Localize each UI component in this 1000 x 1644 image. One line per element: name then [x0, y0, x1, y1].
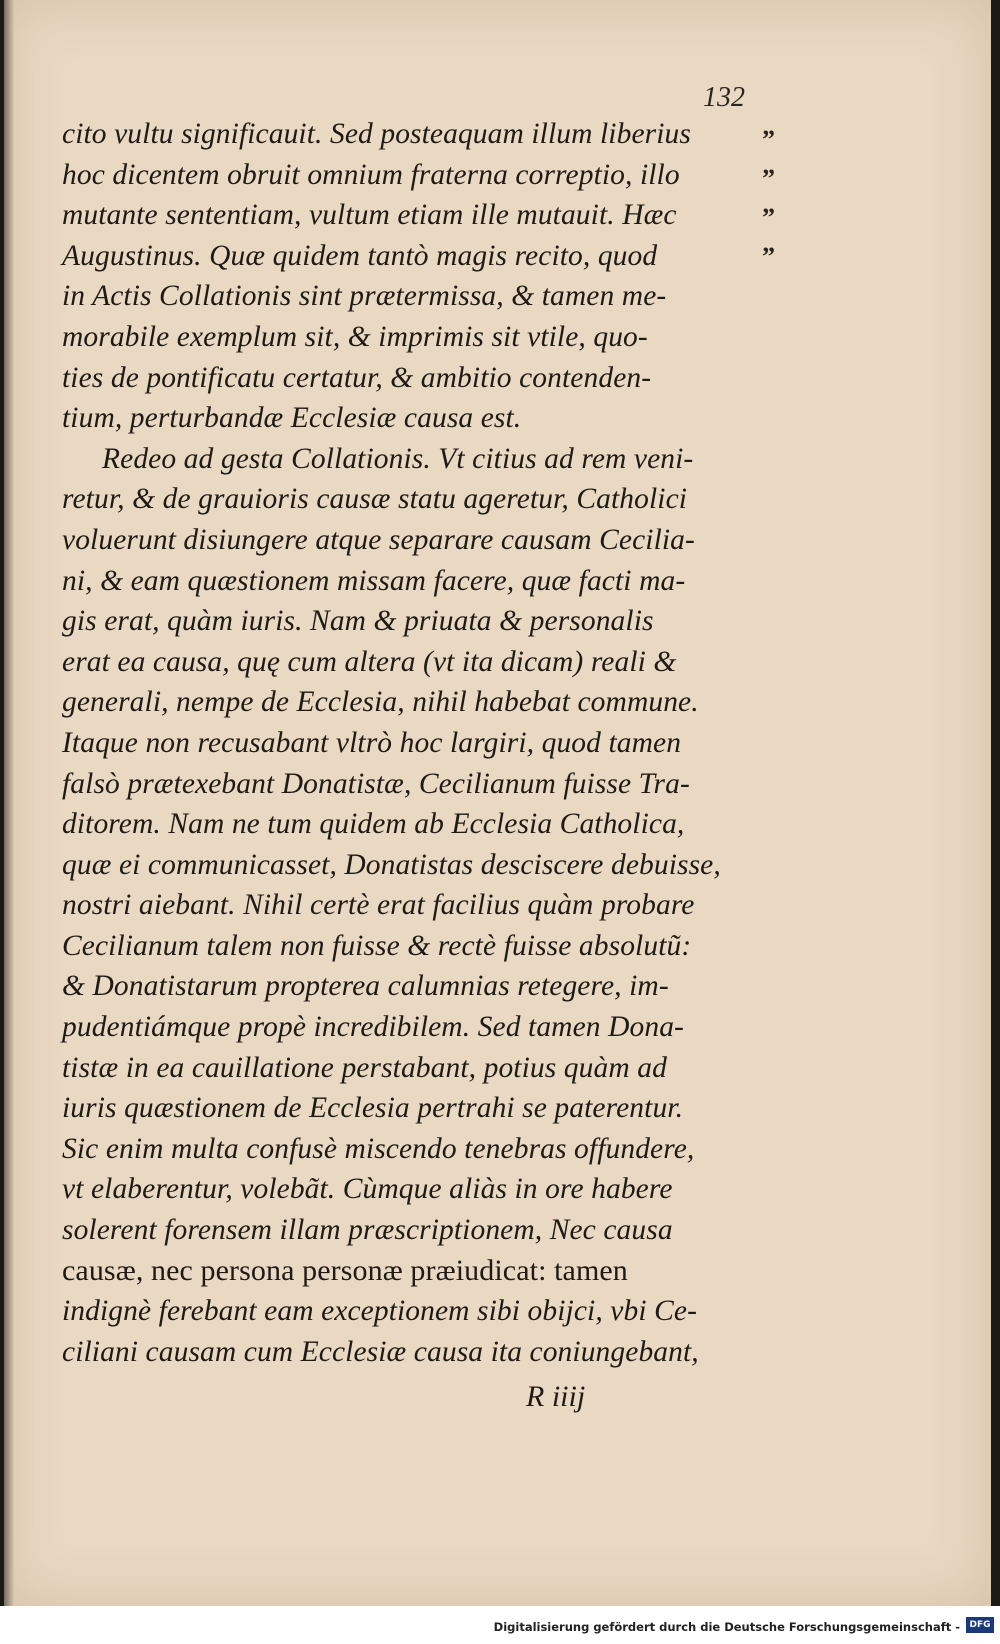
quote-mark: ” [762, 203, 775, 232]
text-line: falsò prætexebant Donatistæ, Cecilianum fuisse Tra- [62, 767, 690, 800]
dfg-logo: DFG [966, 1617, 994, 1633]
text-line: Redeo ad gesta Collationis. Vt citius ad rem veni- [102, 442, 694, 475]
text-line: nostri aiebant. Nihil certè erat facilius quàm probare [62, 889, 695, 922]
text-line: solerent forensem illam præscriptionem, Nec causa [62, 1214, 673, 1247]
digitization-footer [0, 1606, 1000, 1644]
text-line: morabile exemplum sit, & imprimis sit vtile, quo- [62, 320, 648, 353]
text-line: mutante sententiam, vultum etiam ille mutauit. Hæc [62, 199, 677, 232]
text-line: vt elaberentur, volebãt. Cùmque aliàs in ore habere [62, 1173, 673, 1206]
text-line: in Actis Collationis sint prætermissa, & tamen me- [62, 280, 667, 313]
text-line: erat ea causa, quę cum altera (vt ita dicam) reali & [62, 645, 677, 678]
text-line: tistæ in ea cauillatione perstabant, potius quàm ad [62, 1051, 667, 1084]
text-line: iuris quæstionem de Ecclesia pertrahi se paterentur. [62, 1092, 684, 1125]
text-line: pudentiámque propè incredibilem. Sed tamen Dona- [62, 1011, 684, 1044]
page-gutter-shadow [4, 0, 14, 1606]
text-line: ditorem. Nam ne tum quidem ab Ecclesia Catholica, [62, 808, 685, 841]
quote-mark: ” [762, 242, 775, 271]
quote-mark: ” [762, 164, 775, 193]
text-line: hoc dicentem obruit omnium fraterna correptio, illo [62, 158, 680, 191]
text-line: & Donatistarum propterea calumnias retegere, im- [62, 970, 669, 1003]
text-line: retur, & de grauioris causæ statu ageretur, Catholici [62, 483, 688, 516]
text-line: Augustinus. Quæ quidem tantò magis recito, quod [62, 239, 658, 272]
funding-credit: Digitalisierung gefördert durch die Deutsche Forschungsgemeinschaft - [493, 1620, 960, 1634]
signature-mark: R iiij [526, 1380, 586, 1413]
text-line: causæ, nec persona personæ præiudicat: tamen [62, 1253, 628, 1287]
text-line: voluerunt disiungere atque separare causam Ceciliа- [62, 523, 695, 556]
text-line: Sic enim multa confusè miscendo tenebras offundere, [62, 1132, 695, 1165]
text-line: ni, & eam quæstionem missam facere, quæ facti ma- [62, 564, 686, 597]
margin-quote-marks [762, 120, 792, 276]
text-line: gis erat, quàm iuris. Nam & priuata & personalis [62, 605, 654, 638]
text-line: quæ ei communicasset, Donatistas desciscere debuisse, [62, 848, 721, 881]
text-line: Itaque non recusabant vltrò hoc largiri, quod tamen [62, 726, 682, 759]
text-line: generali, nempe de Ecclesia, nihil habebat commune. [62, 686, 699, 719]
text-line: Cecilianum talem non fuisse & rectè fuisse absolutũ: [62, 929, 692, 962]
text-line: indignè ferebant eam exceptionem sibi obijci, vbi Ce- [62, 1295, 697, 1328]
quote-mark: ” [762, 125, 775, 154]
text-line: ciliani causam cum Ecclesiæ causa ita coniungebant, [62, 1335, 699, 1368]
text-line: ties de pontificatu certatur, & ambitio contenden- [62, 361, 652, 394]
page-body-text [62, 114, 752, 1372]
page-number: 132 [703, 82, 745, 113]
text-line: tium, perturbandæ Ecclesiæ causa est. [62, 402, 522, 435]
text-line: cito vultu significauit. Sed posteaquam illum liberius [62, 118, 691, 150]
